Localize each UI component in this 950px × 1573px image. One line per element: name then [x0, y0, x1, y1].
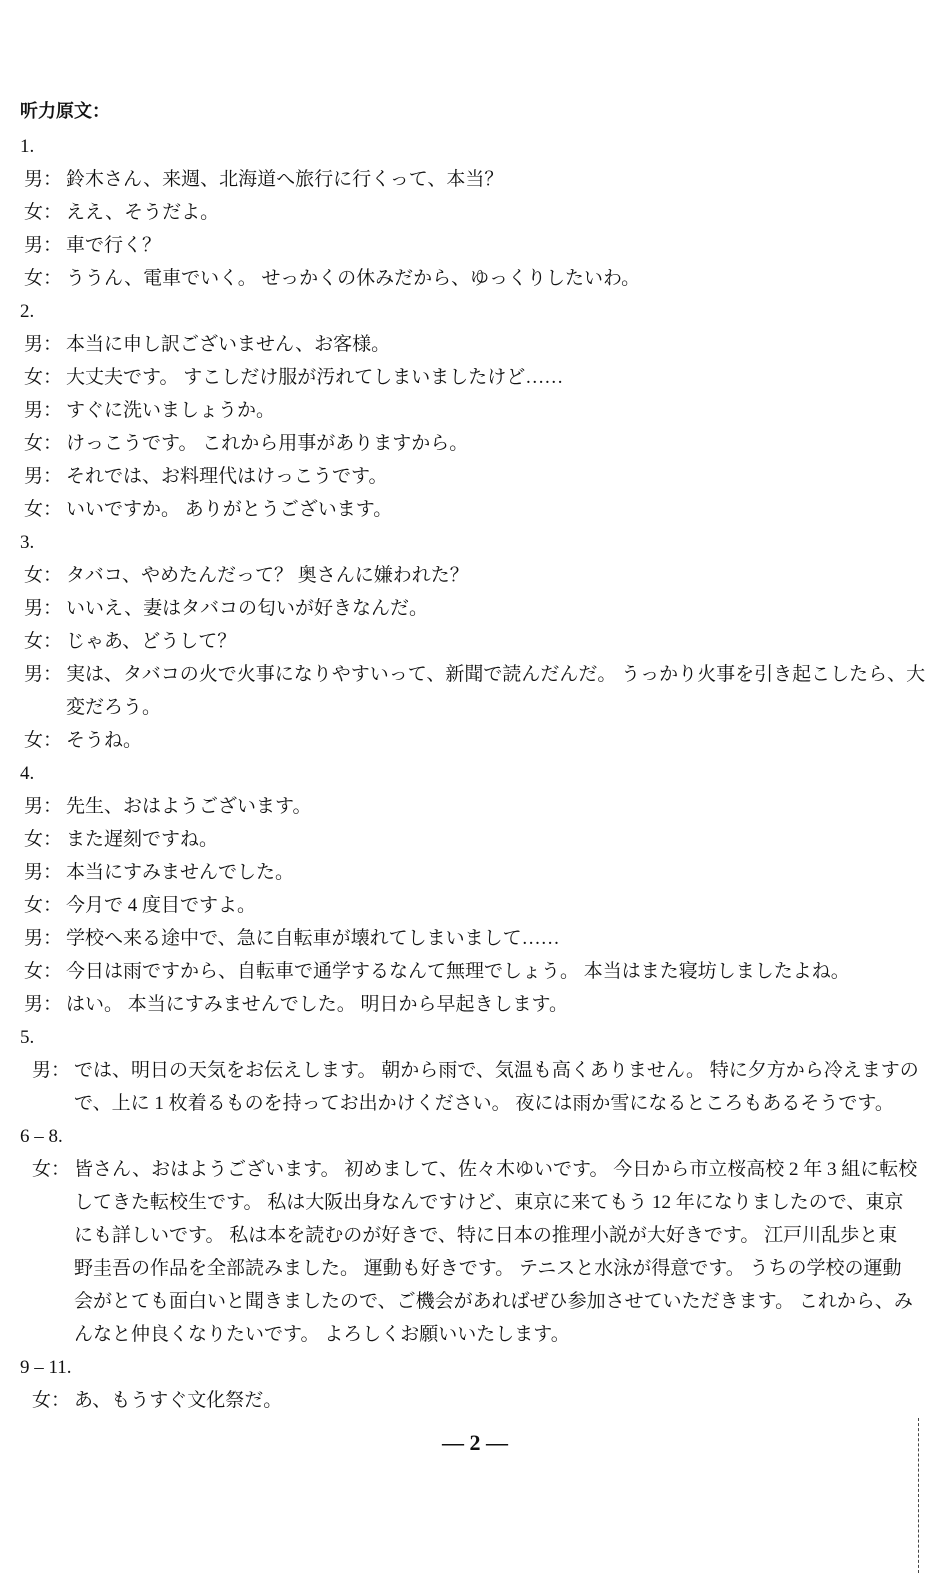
dialogue-line: [0, 1219, 950, 1252]
speaker-label: 男：: [24, 664, 63, 685]
question-number: 3.: [20, 532, 35, 553]
dialogue-text: すぐに洗いましょうか。: [66, 400, 276, 421]
speaker-label: 女：: [24, 829, 63, 850]
dialogue-text: ううん、電車でいく。 せっかくの休みだから、ゆっくりしたいわ。: [66, 268, 641, 289]
speaker-label: 女：: [24, 565, 63, 586]
dialogue-text: 車で行く？: [66, 235, 162, 256]
dialogue-text: 今日は雨ですから、自転車で通学するなんて無理でしょう。 本当はまた寝坊しましたよね。: [66, 961, 850, 982]
speaker-label: 女：: [24, 631, 63, 652]
dialogue-line: [0, 163, 950, 196]
dialogue-text: 実は、タバコの火で火事になりやすいって、新聞で読んだんだ。 うっかり火事を引き起こしたら、大: [66, 664, 926, 685]
dialogue-text: 会がとても面白いと聞きましたので、ご機会があればぜひ参加させていただきます。 これから、み: [74, 1291, 913, 1312]
dialogue-text: あ、もうすぐ文化祭だ。: [74, 1390, 283, 1411]
dialogue-line: [0, 724, 950, 757]
question-number: 9 – 11.: [20, 1357, 72, 1378]
dialogue-text: 鈴木さん、来週、北海道へ旅行に行くって、本当？: [66, 169, 504, 190]
dialogue-text: いいですか。 ありがとうございます。: [66, 499, 393, 520]
question-number-row: [0, 526, 950, 559]
speaker-label: 男：: [32, 1060, 71, 1081]
question-section: [0, 526, 950, 757]
dialogue-text: いいえ、妻はタバコの匂いが好きなんだ。: [66, 598, 428, 619]
speaker-label: 女：: [24, 433, 63, 454]
dialogue-line: [0, 1384, 950, 1417]
dialogue-line: [0, 460, 950, 493]
dialogue-line: [0, 658, 950, 691]
speaker-label: 男：: [24, 862, 63, 883]
page-number: — 2 —: [442, 1430, 508, 1455]
question-number: 5.: [20, 1027, 35, 1048]
dialogue-text: 皆さん、おはようございます。 初めまして、佐々木ゆいです。 今日から市立桜高校 2 年 3 組に転校: [74, 1159, 918, 1180]
speaker-label: 男：: [24, 334, 63, 355]
dialogue-line: [0, 1054, 950, 1087]
speaker-label: 男：: [24, 235, 63, 256]
question-number-row: [0, 295, 950, 328]
dialogue-text: けっこうです。 これから用事がありますから。: [66, 433, 469, 454]
question-number: 2.: [20, 301, 35, 322]
question-section: [0, 1351, 950, 1417]
speaker-label: 男：: [24, 400, 63, 421]
dialogue-text: ええ、そうだよ。: [66, 202, 220, 223]
question-section: [0, 757, 950, 1021]
dialogue-line: [0, 1087, 950, 1120]
dialogue-line: [0, 328, 950, 361]
transcript-heading: 听力原文：: [20, 101, 110, 122]
speaker-label: 女：: [24, 268, 63, 289]
dialogue-line: [0, 559, 950, 592]
dialogue-text: 学校へ来る途中で、急に自転車が壊れてしまいまして……: [66, 928, 560, 949]
question-section: [0, 1021, 950, 1120]
dialogue-text: 本当に申し訳ございません、お客様。: [66, 334, 391, 355]
question-section: [0, 295, 950, 526]
dialogue-line: [0, 922, 950, 955]
question-number-row: [0, 130, 950, 163]
speaker-label: 女：: [24, 730, 63, 751]
dialogue-line: [0, 1318, 950, 1351]
dialogue-text: にも詳しいです。 私は本を読むのが好きで、特に日本の推理小説が大好きです。 江戸川乱歩と東: [74, 1225, 898, 1246]
dialogue-line: [0, 1186, 950, 1219]
dialogue-line: [0, 823, 950, 856]
question-number: 1.: [20, 136, 35, 157]
dialogue-text: んなと仲良くなりたいです。 よろしくお願いいたします。: [74, 1324, 570, 1345]
question-number: 4.: [20, 763, 35, 784]
dialogue-text: してきた転校生です。 私は大阪出身なんですけど、東京に来てもう 12 年になりましたので、東京: [74, 1192, 904, 1213]
dialogue-line: [0, 625, 950, 658]
speaker-label: 女：: [24, 895, 63, 916]
speaker-label: 男：: [24, 598, 63, 619]
speaker-label: 女：: [24, 499, 63, 520]
dialogue-text: また遅刻ですね。: [66, 829, 219, 850]
dialogue-line: [0, 262, 950, 295]
dialogue-line: [0, 592, 950, 625]
dialogue-line: [0, 394, 950, 427]
dialogue-text: そうね。: [66, 730, 143, 751]
speaker-label: 女：: [32, 1390, 71, 1411]
dialogue-text: 今月で 4 度目ですよ。: [66, 895, 257, 916]
speaker-label: 女：: [24, 961, 63, 982]
question-section: [0, 130, 950, 295]
transcript-body: [0, 130, 950, 1417]
dialogue-text: 変だろう。: [66, 697, 162, 718]
speaker-label: 女：: [32, 1159, 71, 1180]
speaker-label: 女：: [24, 202, 63, 223]
dialogue-line: [0, 889, 950, 922]
dialogue-text: じゃあ、どうして？: [66, 631, 237, 652]
dialogue-line: [0, 691, 950, 724]
dialogue-text: 野圭吾の作品を全部読みました。 運動も好きです。 テニスと水泳が得意です。 うちの学校の運動: [74, 1258, 902, 1279]
dialogue-text: 先生、おはようございます。: [66, 796, 312, 817]
dialogue-text: 本当にすみませんでした。: [66, 862, 295, 883]
speaker-label: 男：: [24, 796, 63, 817]
dialogue-line: [0, 427, 950, 460]
cut-line-divider: [918, 1418, 919, 1573]
speaker-label: 男：: [24, 466, 63, 487]
dialogue-line: [0, 196, 950, 229]
dialogue-line: [0, 988, 950, 1021]
question-section: [0, 1120, 950, 1351]
dialogue-text: 大丈夫です。 すこしだけ服が汚れてしまいましたけど……: [66, 367, 564, 388]
dialogue-line: [0, 1285, 950, 1318]
dialogue-text: タバコ、やめたんだって？ 奥さんに嫌われた？: [66, 565, 469, 586]
dialogue-line: [0, 856, 950, 889]
question-number-row: [0, 1120, 950, 1153]
question-number-row: [0, 1021, 950, 1054]
dialogue-line: [0, 361, 950, 394]
dialogue-text: で、上に 1 枚着るものを持ってお出かけください。 夜には雨か雪になるところもあるそうです。: [74, 1093, 894, 1114]
dialogue-line: [0, 790, 950, 823]
dialogue-text: それでは、お料理代はけっこうです。: [66, 466, 388, 487]
dialogue-text: はい。 本当にすみませんでした。 明日から早起きします。: [66, 994, 568, 1015]
question-number: 6 – 8.: [20, 1126, 63, 1147]
question-number-row: [0, 757, 950, 790]
speaker-label: 男：: [24, 169, 63, 190]
speaker-label: 男：: [24, 994, 63, 1015]
dialogue-text: では、明日の天気をお伝えします。 朝から雨で、気温も高くありません。 特に夕方から冷えますの: [74, 1060, 919, 1081]
speaker-label: 男：: [24, 928, 63, 949]
dialogue-line: [0, 1252, 950, 1285]
dialogue-line: [0, 955, 950, 988]
speaker-label: 女：: [24, 367, 63, 388]
dialogue-line: [0, 1153, 950, 1186]
question-number-row: [0, 1351, 950, 1384]
dialogue-line: [0, 493, 950, 526]
dialogue-line: [0, 229, 950, 262]
